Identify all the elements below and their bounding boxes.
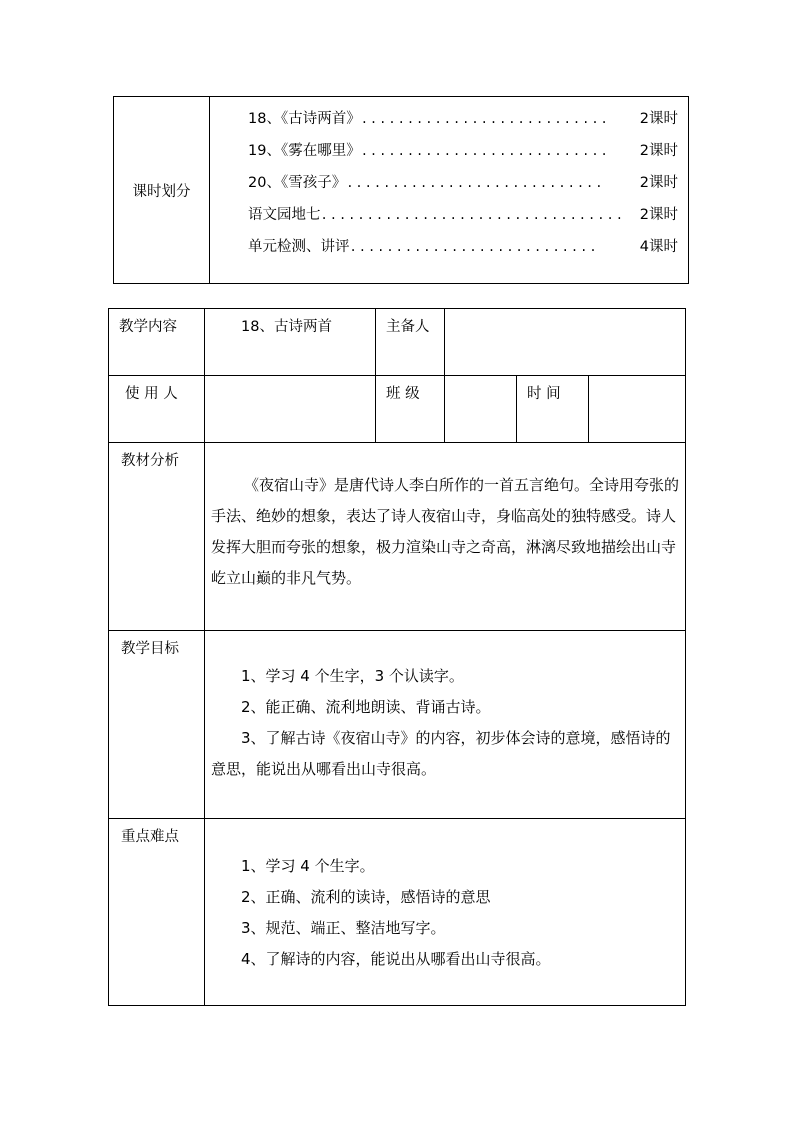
schedule-item [248, 135, 678, 167]
goal-item: 2、能正确、流利地朗读、背诵古诗。 [241, 698, 491, 716]
time-label: 时 间 [517, 376, 589, 443]
schedule-item-leader: ............................ [346, 176, 605, 190]
schedule-item-duration: 2课时 [639, 143, 678, 159]
schedule-item-duration: 4课时 [639, 239, 678, 255]
analysis-text: 《夜宿山寺》是唐代诗人李白所作的一首五言绝句。全诗用夸张的手法、绝妙的想象，表达了诗人夜宿山寺，身临高处的独特感受。诗人发挥大胆而夸张的想象，极力渲染山寺之奇高，淋漓尽致地描绘出山寺屹立山巅的非凡气势。 [211, 476, 680, 587]
goal-item: 3、了解古诗《夜宿山寺》的内容，初步体会诗的意境，感悟诗的意思，能说出从哪看出山寺很高。 [211, 729, 671, 778]
key-point-item: 2、正确、流利的读诗，感悟诗的意思 [241, 888, 491, 906]
schedule-item-leader: ................................. [320, 208, 625, 222]
schedule-item [248, 167, 678, 199]
schedule-item-leader: ........................... [360, 112, 610, 126]
goals-label: 教学目标 [109, 631, 205, 819]
analysis-cell [205, 443, 686, 631]
key-points-cell [205, 819, 686, 1006]
schedule-item [248, 231, 678, 263]
goal-item-wrap [205, 723, 685, 785]
time-value [589, 376, 686, 443]
key-point-item: 3、规范、端正、整洁地写字。 [241, 919, 446, 937]
schedule-label: 课时划分 [114, 97, 210, 284]
key-point-item: 4、了解诗的内容，能说出从哪看出山寺很高。 [241, 950, 551, 968]
preparer-value [445, 309, 686, 376]
class-value [445, 376, 517, 443]
schedule-item-duration: 2课时 [639, 207, 678, 223]
schedule-item-title: 18、《古诗两首》 [248, 111, 361, 127]
schedule-item-title: 20、《雪孩子》 [248, 175, 347, 191]
schedule-item-title: 语文园地七 [248, 207, 321, 223]
schedule-item-leader: ........................... [349, 240, 599, 254]
schedule-table [113, 96, 689, 284]
schedule-item-title: 单元检测、讲评 [248, 239, 350, 255]
schedule-list [210, 97, 689, 284]
analysis-label: 教材分析 [109, 443, 205, 631]
schedule-item-leader: ........................... [360, 144, 610, 158]
content-label: 教学内容 [109, 309, 205, 376]
preparer-label: 主备人 [376, 309, 445, 376]
schedule-item-title: 19、《雾在哪里》 [248, 143, 361, 159]
key-point-item: 1、学习 4 个生字。 [241, 857, 375, 875]
user-label: 使 用 人 [109, 376, 205, 443]
schedule-item [248, 199, 678, 231]
schedule-item [248, 103, 678, 135]
schedule-item-duration: 2课时 [639, 111, 678, 127]
class-label: 班 级 [376, 376, 445, 443]
goal-item: 1、学习 4 个生字，3 个认读字。 [241, 667, 464, 685]
user-value [205, 376, 376, 443]
schedule-item-duration: 2课时 [639, 175, 678, 191]
lesson-plan-table [108, 308, 686, 1006]
goals-cell [205, 631, 686, 819]
content-value: 18、古诗两首 [205, 309, 376, 376]
key-points-label: 重点难点 [109, 819, 205, 1006]
